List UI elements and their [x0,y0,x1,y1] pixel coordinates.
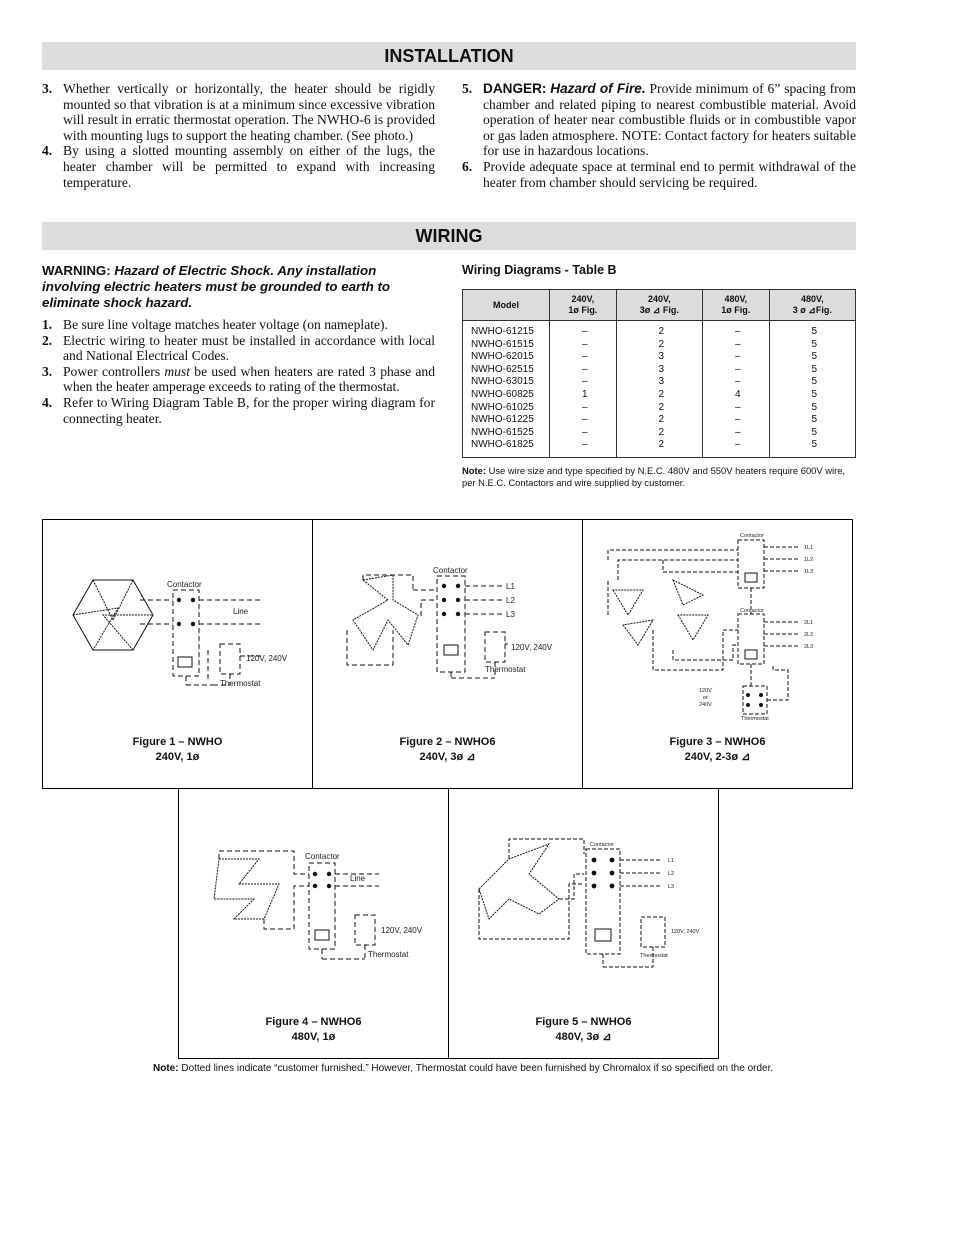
figure-cell: – [582,414,588,426]
figure-2-diagram [313,520,582,730]
table-title: Wiring Diagrams - Table B [462,263,617,277]
caption-subtitle: 240V, 2-3ø ⊿ [684,751,751,763]
figure-cell: – [735,326,741,337]
contactor-label: Contactor [167,580,202,589]
figure-cell: 5 [811,351,818,363]
caption-title: Figure 5 – NWHO6 [535,1016,632,1028]
list-item [462,81,856,159]
figure-5-diagram [449,789,718,999]
line-label: Line [350,874,366,883]
contactor-label: Contactor [433,566,468,575]
installation-right-column [462,81,856,190]
voltage-label: 240V [699,702,712,708]
fig-480-1ph-column [702,321,769,458]
1l3-label: 1L3 [804,569,814,575]
thermostat-label: Thermostat [368,950,409,959]
figure-4-diagram [179,789,448,999]
item-number: 3. [42,363,53,379]
l3-label: L3 [668,884,675,890]
figure-2-caption [313,735,582,765]
figure-3 [582,519,853,789]
figure-cell: – [735,363,741,375]
table-header-row [463,290,856,321]
item-text: Electric wiring to heater must be installed in accordance with local and National Electrical Codes. [63,332,435,364]
item-text: Provide minimum of 6” spacing from chamber and related piping to nearest combustible material. Avoid operation of heater near combustible fluids or in combustible vapor or gas laden atmosphere. NOTE: Contact factory for heaters suitable for use in hazardous locations. [483,81,856,159]
installation-header: INSTALLATION [42,42,856,70]
figure-cell: – [582,401,588,413]
caption-title: Figure 3 – NWHO6 [669,736,766,748]
model-cell: NWHO-63015 [471,376,534,388]
figure-cell: – [582,426,588,438]
item-text: be used when heaters are rated 3 phase and when the heater amperage exceeds to rating of the thermostat. [63,363,436,395]
contactor-label: Contactor [590,842,614,848]
figure-cell: – [735,426,741,438]
figure-1-diagram [43,520,312,730]
voltage-label: 120V, 240V [671,929,700,935]
model-cell: NWHO-61225 [471,414,534,426]
item-number: 2. [42,332,53,348]
fig-240-3ph-column [616,321,702,458]
figure-2 [312,519,583,789]
list-item [42,333,435,364]
model-cell: NWHO-62015 [471,351,534,363]
list-item [462,159,856,190]
item-number: 6. [462,158,473,174]
figure-cell: 4 [735,388,741,400]
voltage-label: 120V, 240V [511,643,553,652]
caption-subtitle: 480V, 1ø [291,1031,336,1043]
fig-480-3ph-column [769,321,855,458]
table-row [463,321,856,458]
figure-1-caption [43,735,312,765]
figure-cell: 5 [811,439,818,451]
model-cell: NWHO-62515 [471,363,534,375]
model-cell: NWHO-61525 [471,426,534,438]
figure-cell: 1 [582,388,588,400]
figure-3-caption [583,735,852,765]
column-header: 480V, 3 ø ⊿Fig. [769,290,855,321]
list-item [42,317,435,333]
figure-cell: 3 [658,376,665,388]
list-item [42,395,435,426]
figure-cell: 2 [658,414,665,426]
column-header: 240V, 3ø ⊿ Fig. [616,290,702,321]
figure-cell: – [735,401,741,413]
list-item [42,364,435,395]
item-number: 1. [42,317,53,332]
figure-5 [448,788,719,1059]
caption-title: Figure 4 – NWHO6 [265,1016,362,1028]
figure-cell: – [582,439,588,451]
figure-cell: 5 [811,376,818,388]
fig-240-1ph-column [550,321,617,458]
wiring-diagram-table [462,289,856,458]
figure-4-caption [179,1015,448,1045]
figure-cell: 2 [658,439,665,451]
figure-cell: 5 [811,414,818,426]
figure-cell: 2 [658,326,665,337]
voltage-or-label: or [703,695,708,701]
figure-cell: – [735,376,741,388]
column-header: Model [463,290,550,321]
model-column [463,321,550,458]
note-label: Note: [153,1063,179,1074]
voltage-label: 120V [699,688,712,694]
thermostat-label: Thermostat [741,716,769,722]
caption-subtitle: 240V, 1ø [155,751,200,763]
figure-cell: – [582,326,588,337]
caption-subtitle: 480V, 3ø ⊿ [555,1031,612,1043]
figure-1 [42,519,313,789]
l1-label: L1 [506,582,515,591]
figure-cell: 5 [811,363,818,375]
figure-cell: – [582,338,588,350]
figure-cell: – [735,414,741,426]
l3-label: L3 [506,610,515,619]
1l2-label: 1L2 [804,557,814,563]
caption-title: Figure 1 – NWHO [132,736,223,748]
l1-label: L1 [668,858,675,864]
hazard-label: Hazard of Fire. [550,81,646,96]
voltage-label: 120V, 240V [246,654,288,663]
danger-label: DANGER: [483,81,547,96]
figure-cell: – [735,338,741,350]
2l1-label: 2L1 [804,620,814,626]
note-label: Note: [462,465,486,476]
contactor-2-label: Contactor [740,608,764,614]
list-item [42,143,435,190]
table-note [462,465,858,489]
note-text: Use wire size and type specified by N.E.C. 480V and 550V heaters require 600V wire, per N.E.C. Contactors and wire supplied by customer. [462,465,846,488]
warning-text: Hazard of Electric Shock. Any installation involving electric heaters must be grounded to earth to eliminate shock hazard. [42,263,390,310]
installation-left-column [42,81,435,190]
wiring-left-column [42,263,435,426]
figure-cell: 5 [811,426,818,438]
figure-4 [178,788,449,1059]
figure-cell: 2 [658,338,665,350]
2l2-label: 2L2 [804,632,814,638]
figure-cell: 2 [658,401,665,413]
model-cell: NWHO-61515 [471,338,534,350]
item-number: 5. [462,81,473,96]
item-text: Refer to Wiring Diagram Table B, for the proper wiring diagram for connecting heater. [63,394,435,426]
voltage-label: 120V, 240V [381,926,423,935]
figure-cell: 5 [811,401,818,413]
item-text: Be sure line voltage matches heater voltage (on nameplate). [63,317,388,332]
figure-cell: – [582,376,588,388]
shock-warning [42,263,435,311]
line-label: Line [233,607,249,616]
item-number: 4. [42,394,53,410]
caption-title: Figure 2 – NWHO6 [399,736,496,748]
figure-5-caption [449,1015,718,1045]
model-cell: NWHO-61025 [471,401,534,413]
warning-label: WARNING: [42,263,111,278]
bottom-note [153,1063,773,1074]
figure-cell: 2 [658,426,665,438]
item-text: By using a slotted mounting assembly on either of the lugs, the heater chamber will be permitted to expand with increasing temperature. [63,143,435,190]
figure-cell: 5 [811,338,818,350]
column-header: 480V, 1ø Fig. [702,290,769,321]
2l3-label: 2L3 [804,644,814,650]
item-text: Provide adequate space at terminal end to permit withdrawal of the heater from chamber should servicing be required. [483,158,856,190]
figure-cell: 5 [811,326,818,337]
item-text: Power controllers [63,363,161,379]
l2-label: L2 [668,871,675,877]
contactor-label: Contactor [740,533,764,539]
figure-cell: 5 [811,388,818,400]
item-emphasis: must [164,363,191,379]
figure-cell: – [582,363,588,375]
wiring-header: WIRING [42,222,856,250]
model-cell: NWHO-60825 [471,388,534,400]
thermostat-label: Thermostat [640,953,668,959]
model-cell: NWHO-61825 [471,439,534,451]
figure-cell: – [735,351,741,363]
column-header: 240V, 1ø Fig. [550,290,617,321]
contactor-label: Contactor [305,852,340,861]
thermostat-label: Thermostat [220,679,261,688]
figure-cell: 3 [658,363,665,375]
figure-3-diagram [583,520,852,730]
l2-label: L2 [506,596,515,605]
1l1-label: 1L1 [804,545,814,551]
figure-cell: 3 [658,351,665,363]
item-number: 3. [42,81,53,96]
list-item [42,81,435,143]
model-cell: NWHO-61215 [471,326,534,337]
note-text: Dotted lines indicate “customer furnished.” However, Thermostat could have been furnished by Chromalox if so specified on the order. [181,1063,774,1074]
item-text: Whether vertically or horizontally, the heater should be rigidly mounted so that vibration is at a minimum since excessive vibration will result in erratic thermostat operation. The NWHO-6 is provided with mounting lugs to support the heating chamber. (See photo.) [63,81,435,143]
caption-subtitle: 240V, 3ø ⊿ [419,751,476,763]
item-number: 4. [42,143,53,159]
figure-cell: 2 [658,388,665,400]
thermostat-label: Thermostat [485,665,526,674]
figure-cell: – [735,439,741,451]
figure-cell: – [582,351,588,363]
